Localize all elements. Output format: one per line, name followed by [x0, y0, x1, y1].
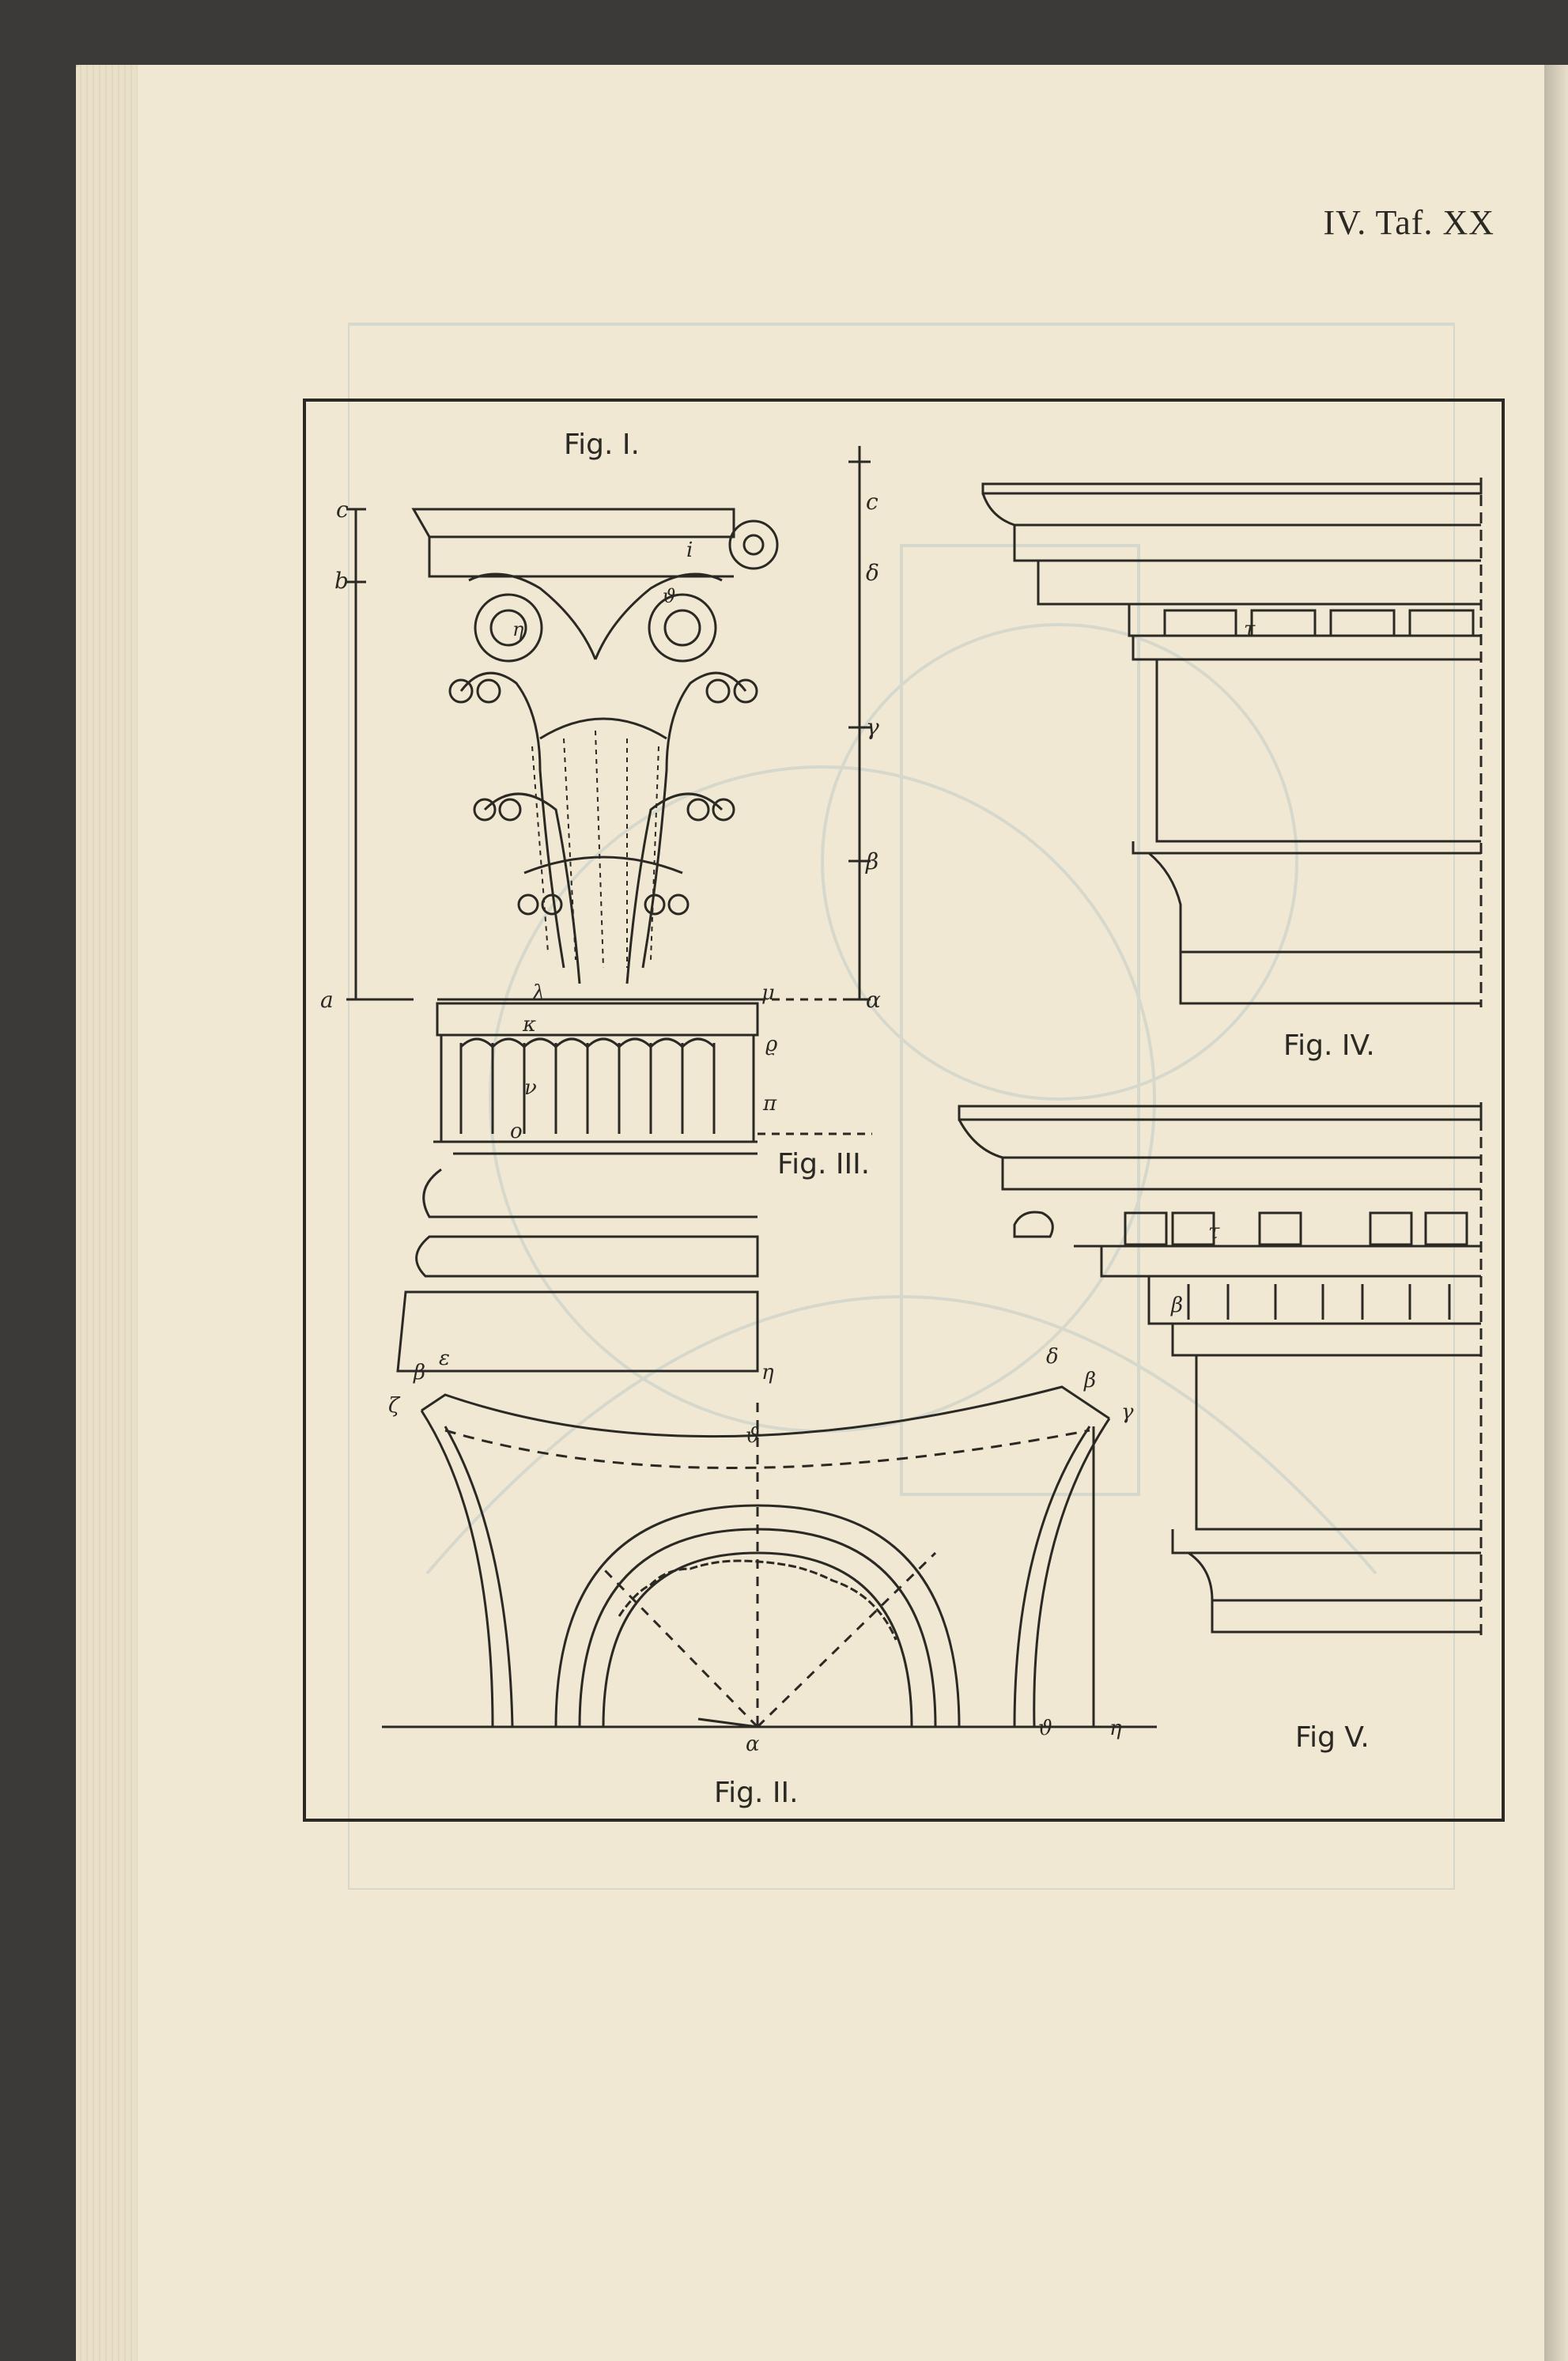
fig-3-label: Fig. III. — [777, 1148, 871, 1180]
next-page-edge — [1544, 65, 1568, 2361]
figure-5-entablature — [959, 1102, 1481, 1640]
label-beta-fig5: β — [1171, 1294, 1184, 1317]
label-c-left: c — [336, 497, 349, 523]
label-alpha-right: α — [866, 987, 881, 1013]
label-b-left: b — [334, 568, 349, 594]
fig-1-label: Fig. I. — [564, 429, 640, 461]
label-kappa: κ — [523, 1013, 537, 1037]
page-stack-edge — [76, 65, 138, 2361]
label-eta-capital: η — [512, 618, 524, 640]
label-rho: ϱ — [765, 1033, 778, 1056]
label-zeta: ζ — [388, 1394, 400, 1418]
label-theta-bottom: ϑ — [1038, 1717, 1053, 1740]
label-tau-fig4: τ — [1244, 618, 1256, 641]
label-eta-bottom: η — [1109, 1717, 1122, 1740]
label-tau-fig5: τ — [1208, 1220, 1220, 1244]
label-beta-plan-right: β — [1084, 1369, 1097, 1392]
label-iota: i — [686, 538, 693, 562]
console-ornament — [1014, 1212, 1052, 1237]
label-omicron: o — [510, 1120, 523, 1143]
fig-4-label: Fig. IV. — [1283, 1029, 1375, 1062]
label-alpha-plan: α — [746, 1732, 760, 1756]
label-beta-right: β — [866, 848, 879, 875]
label-delta-plan: δ — [1046, 1345, 1059, 1369]
figure-4-cornice — [983, 478, 1481, 1007]
label-theta-capital: ϑ — [663, 585, 677, 607]
label-gamma-right: γ — [866, 714, 879, 740]
label-beta-plan-left: β — [414, 1361, 426, 1384]
plate-header: IV. Taf. XX — [1323, 203, 1494, 242]
label-epsilon: ε — [439, 1347, 450, 1370]
label-lambda: λ — [532, 981, 546, 1005]
label-theta-plan: ϑ — [746, 1424, 761, 1448]
label-gamma-plan: γ — [1121, 1400, 1134, 1424]
figure-2-plan — [382, 1387, 1157, 1727]
plate-frame — [304, 400, 1503, 1820]
architectural-plate — [303, 399, 1505, 1822]
label-c-right: c — [866, 489, 878, 515]
fig-5-label: Fig V. — [1295, 1721, 1370, 1754]
label-eta-plan: η — [761, 1361, 774, 1384]
figure-3-base — [398, 1003, 872, 1371]
label-delta-right: δ — [866, 560, 879, 586]
label-mu: μ — [761, 981, 775, 1005]
fig-2-label: Fig. II. — [714, 1777, 799, 1809]
label-pi: π — [763, 1092, 777, 1116]
label-nu: ν — [524, 1076, 537, 1100]
figure-1-capital — [346, 446, 871, 999]
label-a-left: a — [320, 987, 334, 1013]
